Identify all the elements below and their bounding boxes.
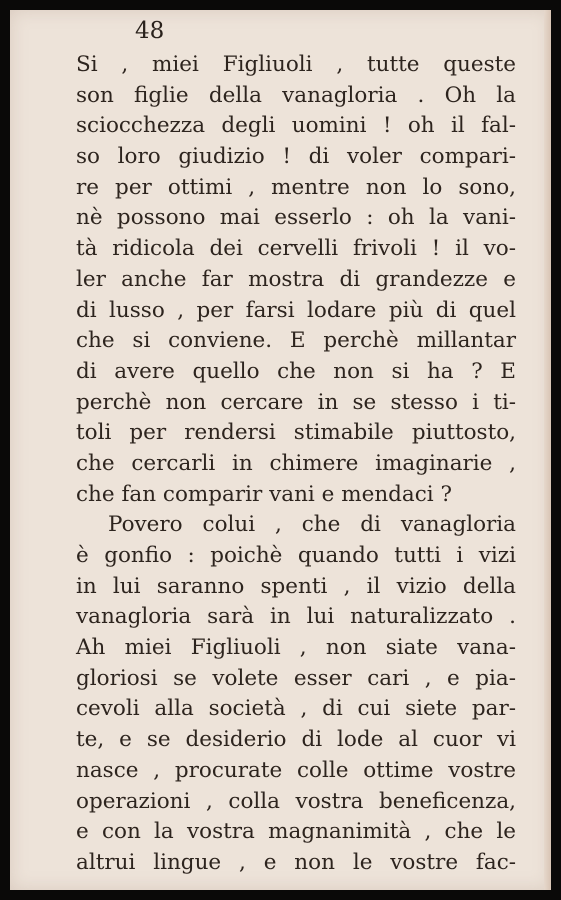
- text-line: ler anche far mostra di grandezze e: [76, 266, 516, 292]
- text-line: Povero colui , che di vanagloria: [108, 512, 516, 538]
- book-page: [10, 10, 551, 890]
- text-line: è gonfio : poichè quando tutti i vizi: [76, 543, 516, 568]
- text-line: vanagloria sarà in lui naturalizzato .: [76, 604, 516, 630]
- page-number: 48: [135, 18, 165, 44]
- text-line: son figlie della vanagloria . Oh la: [76, 82, 516, 108]
- text-line: di lusso , per farsi lodare più di quel: [76, 297, 516, 323]
- text-line: che cercarli in chimere imaginarie ,: [76, 450, 516, 476]
- text-line: sciocchezza degli uomini ! oh il fal-: [76, 113, 516, 139]
- text-line: altrui lingue , e non le vostre fac-: [76, 849, 516, 875]
- text-line: che si conviene. E perchè millantar: [76, 328, 516, 354]
- text-line: tà ridicola dei cervelli frivoli ! il vo-: [76, 236, 516, 262]
- text-line: e con la vostra magnanimità , che le: [76, 819, 516, 845]
- text-line: nasce , procurate colle ottime vostre: [76, 757, 516, 783]
- text-line: nè possono mai esserlo : oh la vani-: [76, 205, 516, 231]
- text-line: toli per rendersi stimabile piuttosto,: [76, 420, 516, 446]
- text-line: operazioni , colla vostra beneficenza,: [76, 788, 516, 814]
- text-line: in lui saranno spenti , il vizio della: [76, 573, 516, 599]
- text-line: re per ottimi , mentre non lo sono,: [76, 174, 516, 200]
- text-line: so loro giudizio ! di voler compari-: [76, 144, 516, 170]
- text-line: perchè non cercare in se stesso i ti-: [76, 389, 516, 415]
- text-line: cevoli alla società , di cui siete par-: [76, 696, 516, 722]
- text-line: di avere quello che non si ha ? E: [76, 358, 516, 384]
- text-line: gloriosi se volete esser cari , e pia-: [76, 665, 516, 691]
- text-line: Si , miei Figliuoli , tutte queste: [76, 52, 516, 77]
- body-text: [76, 50, 516, 879]
- page-edge: [544, 10, 551, 890]
- text-line: te, e se desiderio di lode al cuor vi: [76, 727, 516, 753]
- text-line: che fan comparir vani e mendaci ?: [76, 481, 453, 507]
- text-line: Ah miei Figliuoli , non siate vana-: [76, 635, 516, 661]
